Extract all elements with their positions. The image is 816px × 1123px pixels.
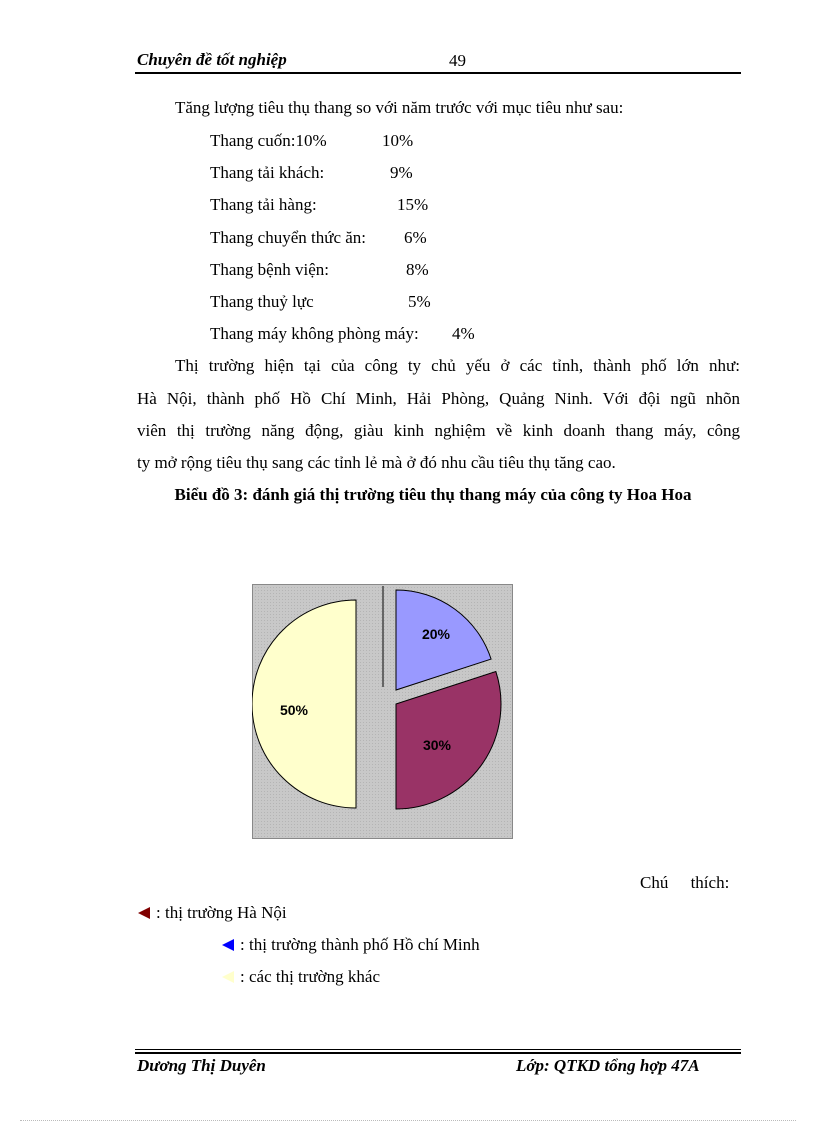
legend-text: : thị trường Hà Nội [156,903,287,922]
footer-rule [135,1049,741,1050]
paragraph-line: Hà Nội, thành phố Hồ Chí Minh, Hải Phòng, Quảng Ninh. Với đội ngũ nhõn [137,389,740,408]
triangle-left-icon [222,971,234,983]
pie-chart [252,584,514,840]
footer-class: Lớp: QTKD tổng hợp 47A [516,1056,700,1075]
slice-label: 50% [279,702,309,718]
notes-heading: Chú thích: [640,873,730,892]
target-label: Thang bệnh viện: [210,260,329,279]
target-value: 8% [406,260,429,279]
footer-rule [135,1052,741,1054]
page-edge [20,1120,796,1121]
header-title: Chuyên đề tốt nghiệp [137,50,287,69]
target-row [210,324,475,344]
target-value: 9% [390,163,413,182]
target-value: 4% [452,324,475,343]
target-label: Thang thuỷ lực [210,292,314,311]
header-rule [135,72,741,74]
target-label: Thang tải khách: [210,163,325,182]
paragraph-line: viên thị trường năng động, giàu kinh nghiệm về kinh doanh thang máy, công [137,421,740,440]
target-label: Thang máy không phòng máy: [210,324,419,343]
target-row [210,163,413,183]
target-value: 10% [382,131,414,150]
paragraph-line: Thị trường hiện tại của công ty chủ yếu ở các tỉnh, thành phố lớn như: [175,356,740,375]
target-label: Thang tải hàng: [210,195,317,214]
slice-label: 20% [421,626,451,642]
target-label: Thang chuyển thức ăn: [210,228,367,247]
page-number: 49 [449,51,466,70]
legend-text: : thị trường thành phố Hồ chí Minh [240,935,480,954]
chart-caption: Biểu đồ 3: đánh giá thị trường tiêu thụ thang máy của công ty Hoa Hoa [174,485,692,504]
triangle-left-icon [138,907,150,919]
legend-item [138,903,287,923]
target-label: Thang cuốn:10% [210,131,327,150]
legend-text: : các thị trường khác [240,967,380,986]
paragraph-line: ty mở rộng tiêu thụ sang các tỉnh lẻ mà ở đó nhu cầu tiêu thụ tăng cao. [137,453,616,472]
intro-text: Tăng lượng tiêu thụ thang so với năm trước với mục tiêu như sau: [175,98,624,117]
target-row [210,260,429,280]
legend-item [222,935,480,955]
triangle-left-icon [222,939,234,951]
target-row [210,292,431,312]
target-value: 15% [397,195,429,214]
target-row [210,131,414,151]
legend-item [222,967,380,987]
slice-label: 30% [422,737,452,753]
target-value: 6% [404,228,427,247]
target-row [210,195,429,215]
target-row [210,228,427,248]
target-value: 5% [408,292,431,311]
footer-author: Dương Thị Duyên [137,1056,266,1075]
